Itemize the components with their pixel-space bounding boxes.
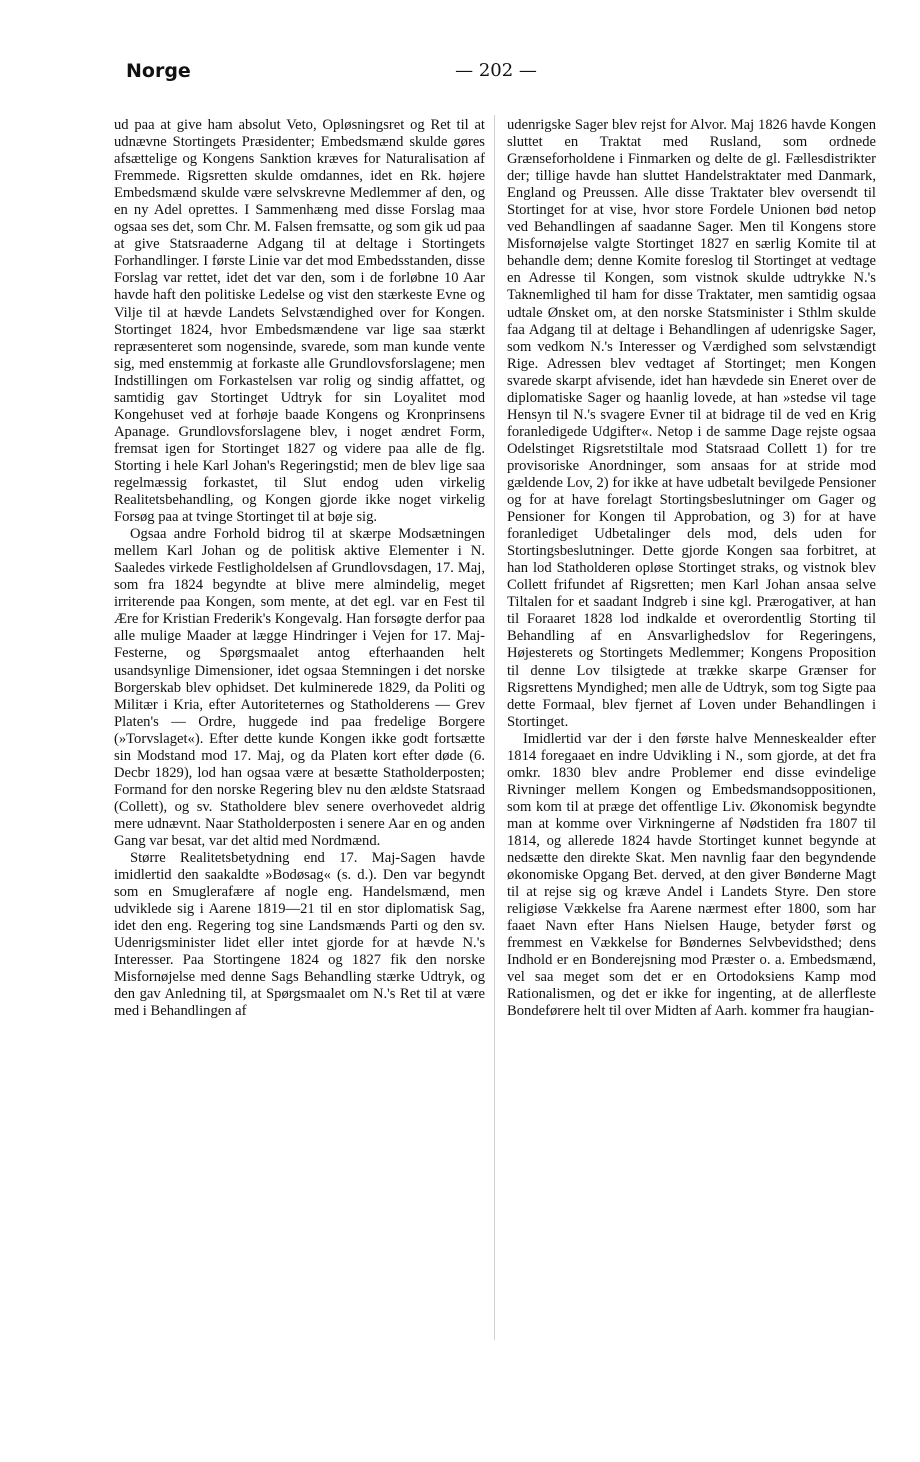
right-column — [507, 117, 876, 1020]
paragraph: Imidlertid var der i den første halve Menneskealder efter 1814 foregaaet en indre Udvikling i N., som gjorde, at det fra omkr. 1830 blev andre Problemer end disse evindelige Rivninger mellem Kongen og Embedsmandsoppositionen, som kom til at præge det offentlige Liv. Økonomisk begyndte man at komme over Virkningerne af Nødstiden fra 1807 til 1814, og allerede 1824 havde Stortinget kunnet begynde at nedsætte den direkte Skat. Men navnlig faar den begyndende økonomiske Opgang Bet. derved, at den giver Bønderne Magt til at rejse sig og kræve Andel i Landets Styre. Den store religiøse Vækkelse fra Aarene nærmest efter 1800, som har faaet Navn efter Hans Nielsen Hauge, betyder først og fremmest en Vækkelse for Bøndernes Selvbevidsthed; dens Indhold er en Bonderejsning mod Præster o. a. Embedsmænd, vel saa meget som det er en Ortodoksiens Kamp mod Rationalismen, og det er ikke for ingenting, at de allerfleste Bondeførere helt til over Midten af Aarh. kommer fra haugian- — [507, 730, 876, 1020]
left-column — [114, 117, 485, 1020]
paragraph: Ogsaa andre Forhold bidrog til at skærpe Modsætningen mellem Karl Johan og de politisk aktive Elementer i N. Saaledes virkede Festligholdelsen af Grundlovsdagen, 17. Maj, som fra 1824 begyndte at blive mere almindelig, meget irriterende paa Kongen, som mente, at det egl. var en Fest til Ære for Kristian Frederik's Kongevalg. Han forsøgte derfor paa alle mulige Maader at lægge Hindringer i Vejen for 17. Maj-Festerne, og Spørgsmaalet antog efterhaanden helt usandsynlige Dimensioner, idet ogsaa Stemningen i det norske Borgerskab blev ophidset. Det kulminerede 1829, da Politi og Militær i Kria, efter Autoriteternes og Statholderens — Grev Platen's — Ordre, huggede ind paa fredelige Borgere (»Torvslaget«). Efter dette kunde Kongen ikke godt fortsætte sin Modstand mod 17. Maj, og da Platen kort efter døde (6. Decbr 1829), lod han ogsaa være at besætte Statholderposten; Formand for den norske Regering blev nu den ældste Statsraad (Collett), og sv. Statholdere blev senere overhovedet aldrig mere udnævnt. Naar Statholderposten i senere Aar en og anden Gang var besat, var det altid med Nordmænd. — [114, 526, 486, 849]
page-number: — 202 — — [455, 60, 537, 81]
paragraph: ud paa at give ham absolut Veto, Opløsningsret og Ret til at udnævne Stortingets Præsidenter; Embedsmænd skulde gøres afsættelige og Kongens Sanktion kræves for Naturalisation af Fremmede. Rigsretten skulde omdannes, idet en Rk. højere Embedsmænd skulde være selvskrevne Medlemmer af den, og en ny Adel oprettes. I Sammenhæng med disse Forslag maa ogsaa ses det, som Chr. M. Falsen fremsatte, og som gik ud paa at give Statsraaderne Adgang til at deltage i Stortingets Forhandlinger. I første Linie var det mod Embedsstanden, disse Forslag var rettet, idet det var den, som i de forløbne 10 Aar havde haft den politiske Ledelse og vist den stærkeste Evne og Vilje til at hævde Landets Selvstændighed over for Kongen. Stortinget 1824, hvor Embedsmændene var lige saa stærkt repræsenteret som nogensinde, svarede, som man kunde vente sig, med enstemmig at forkaste alle Grundlovsforslagene; men Indstillingen om Forkastelsen var rolig og sindig affattet, og samtidig gav Stortinget Udtryk for sin Loyalitet mod Kongehuset ved at forhøje baade Kongens og Kronprinsens Apanage. Grundlovsforslagene blev, i noget ændret Form, fremsat igen for Stortinget 1827 og videre paa alle de flg. Storting i hele Karl Johan's Regeringstid; men de blev lige saa regelmæssig forkastet, til Slut endog uden virkelig Realitetsbehandling, og Kongen gjorde ikke noget virkelig Forsøg paa at tvinge Stortinget til at bøje sig. — [114, 117, 485, 526]
running-head — [126, 60, 866, 90]
paragraph: Større Realitetsbetydning end 17. Maj-Sagen havde imidlertid den saakaldte »Bodøsag« (s. d.). Den var begyndt som en Smuglerafære af nogle eng. Handelsmænd, men udviklede sig i Aarene 1819—21 til en stor diplomatisk Sag, idet den eng. Regering tog sine Landsmænds Parti og den sv. Udenrigsminister lidet eller intet gjorde for at hævde N.'s Interesser. Paa Stortingene 1824 og 1827 fik den norske Misfornøjelse med denne Sags Behandling stærke Udtryk, og den gav Anledning til, at Spørgsmaalet om N.'s Ret til at være med i Behandlingen af — [114, 850, 485, 1020]
column-divider — [494, 115, 495, 1340]
running-title: Norge — [126, 60, 191, 82]
paragraph: udenrigske Sager blev rejst for Alvor. Maj 1826 havde Kongen sluttet en Traktat med Rusland, som ordnede Grænseforholdene i Finmarken og delte de gl. Fællesdistrikter der; tillige havde han sluttet Handelstraktater med Danmark, England og Preussen. Alle disse Traktater blev oversendt til Stortinget for at vise, hvor store Fordele Unionen bød netop ved Behandlingen af saadanne Sager. Men til Kongens store Misfornøjelse valgte Stortinget 1827 en særlig Komite til at behandle dem; denne Komite foreslog til Stortinget at vedtage en Adresse til Kongen, som vistnok skulde udtrykke N.'s Taknemlighed til ham for disse Traktater, men samtidig ogsaa udtale Ønsket om, at den norske Statsminister i Sthlm skulde faa Adgang til at deltage i Behandlingen af udenrigske Sager, som vedkom N.'s Interesser og Værdighed som selvstændigt Rige. Adressen blev vedtaget af Stortinget; men Kongen svarede skarpt afvisende, idet han hævdede sin Eneret over de diplomatiske Sager og haanlig lovede, at han »stedse vil tage Hensyn til N.'s svagere Evner til at bidrage til de ved en Krig foranledigede Udgifter«. Netop i de samme Dage rejste ogsaa Odelstinget Rigsretstiltale mod Statsraad Collett 1) for tre provisoriske Anordninger, som ansaas for at stride mod gældende Lov, 2) for ikke at have udbetalt bevilgede Pensioner og for at have forelagt Stortingsbeslutninger om Gager og Pensioner for Kongen til Approbation, og 3) for at have foranlediget Udbetalinger dels mod, dels uden for Stortingsbeslutninger. Dette gjorde Kongen saa forbitret, at han lod Statholderen opløse Stortinget straks, og vistnok blev Collett frifundet af Rigsretten; men Karl Johan ansaa selve Tiltalen for et saadant Indgreb i sine kgl. Prærogativer, at han til Foraaret 1828 lod indkalde et overordentlig Storting til Behandling af en Ansvarlighedslov for Regeringens, Højesterets og Stortingets Medlemmer; Kongens Proposition til denne Lov tilsigtede at trække skarpe Grænser for Rigsrettens Myndighed; men alle de Udtryk, som tog Sigte paa dette Formaal, blev fjernet af Loven under Behandlingen i Stortinget. — [507, 117, 876, 730]
